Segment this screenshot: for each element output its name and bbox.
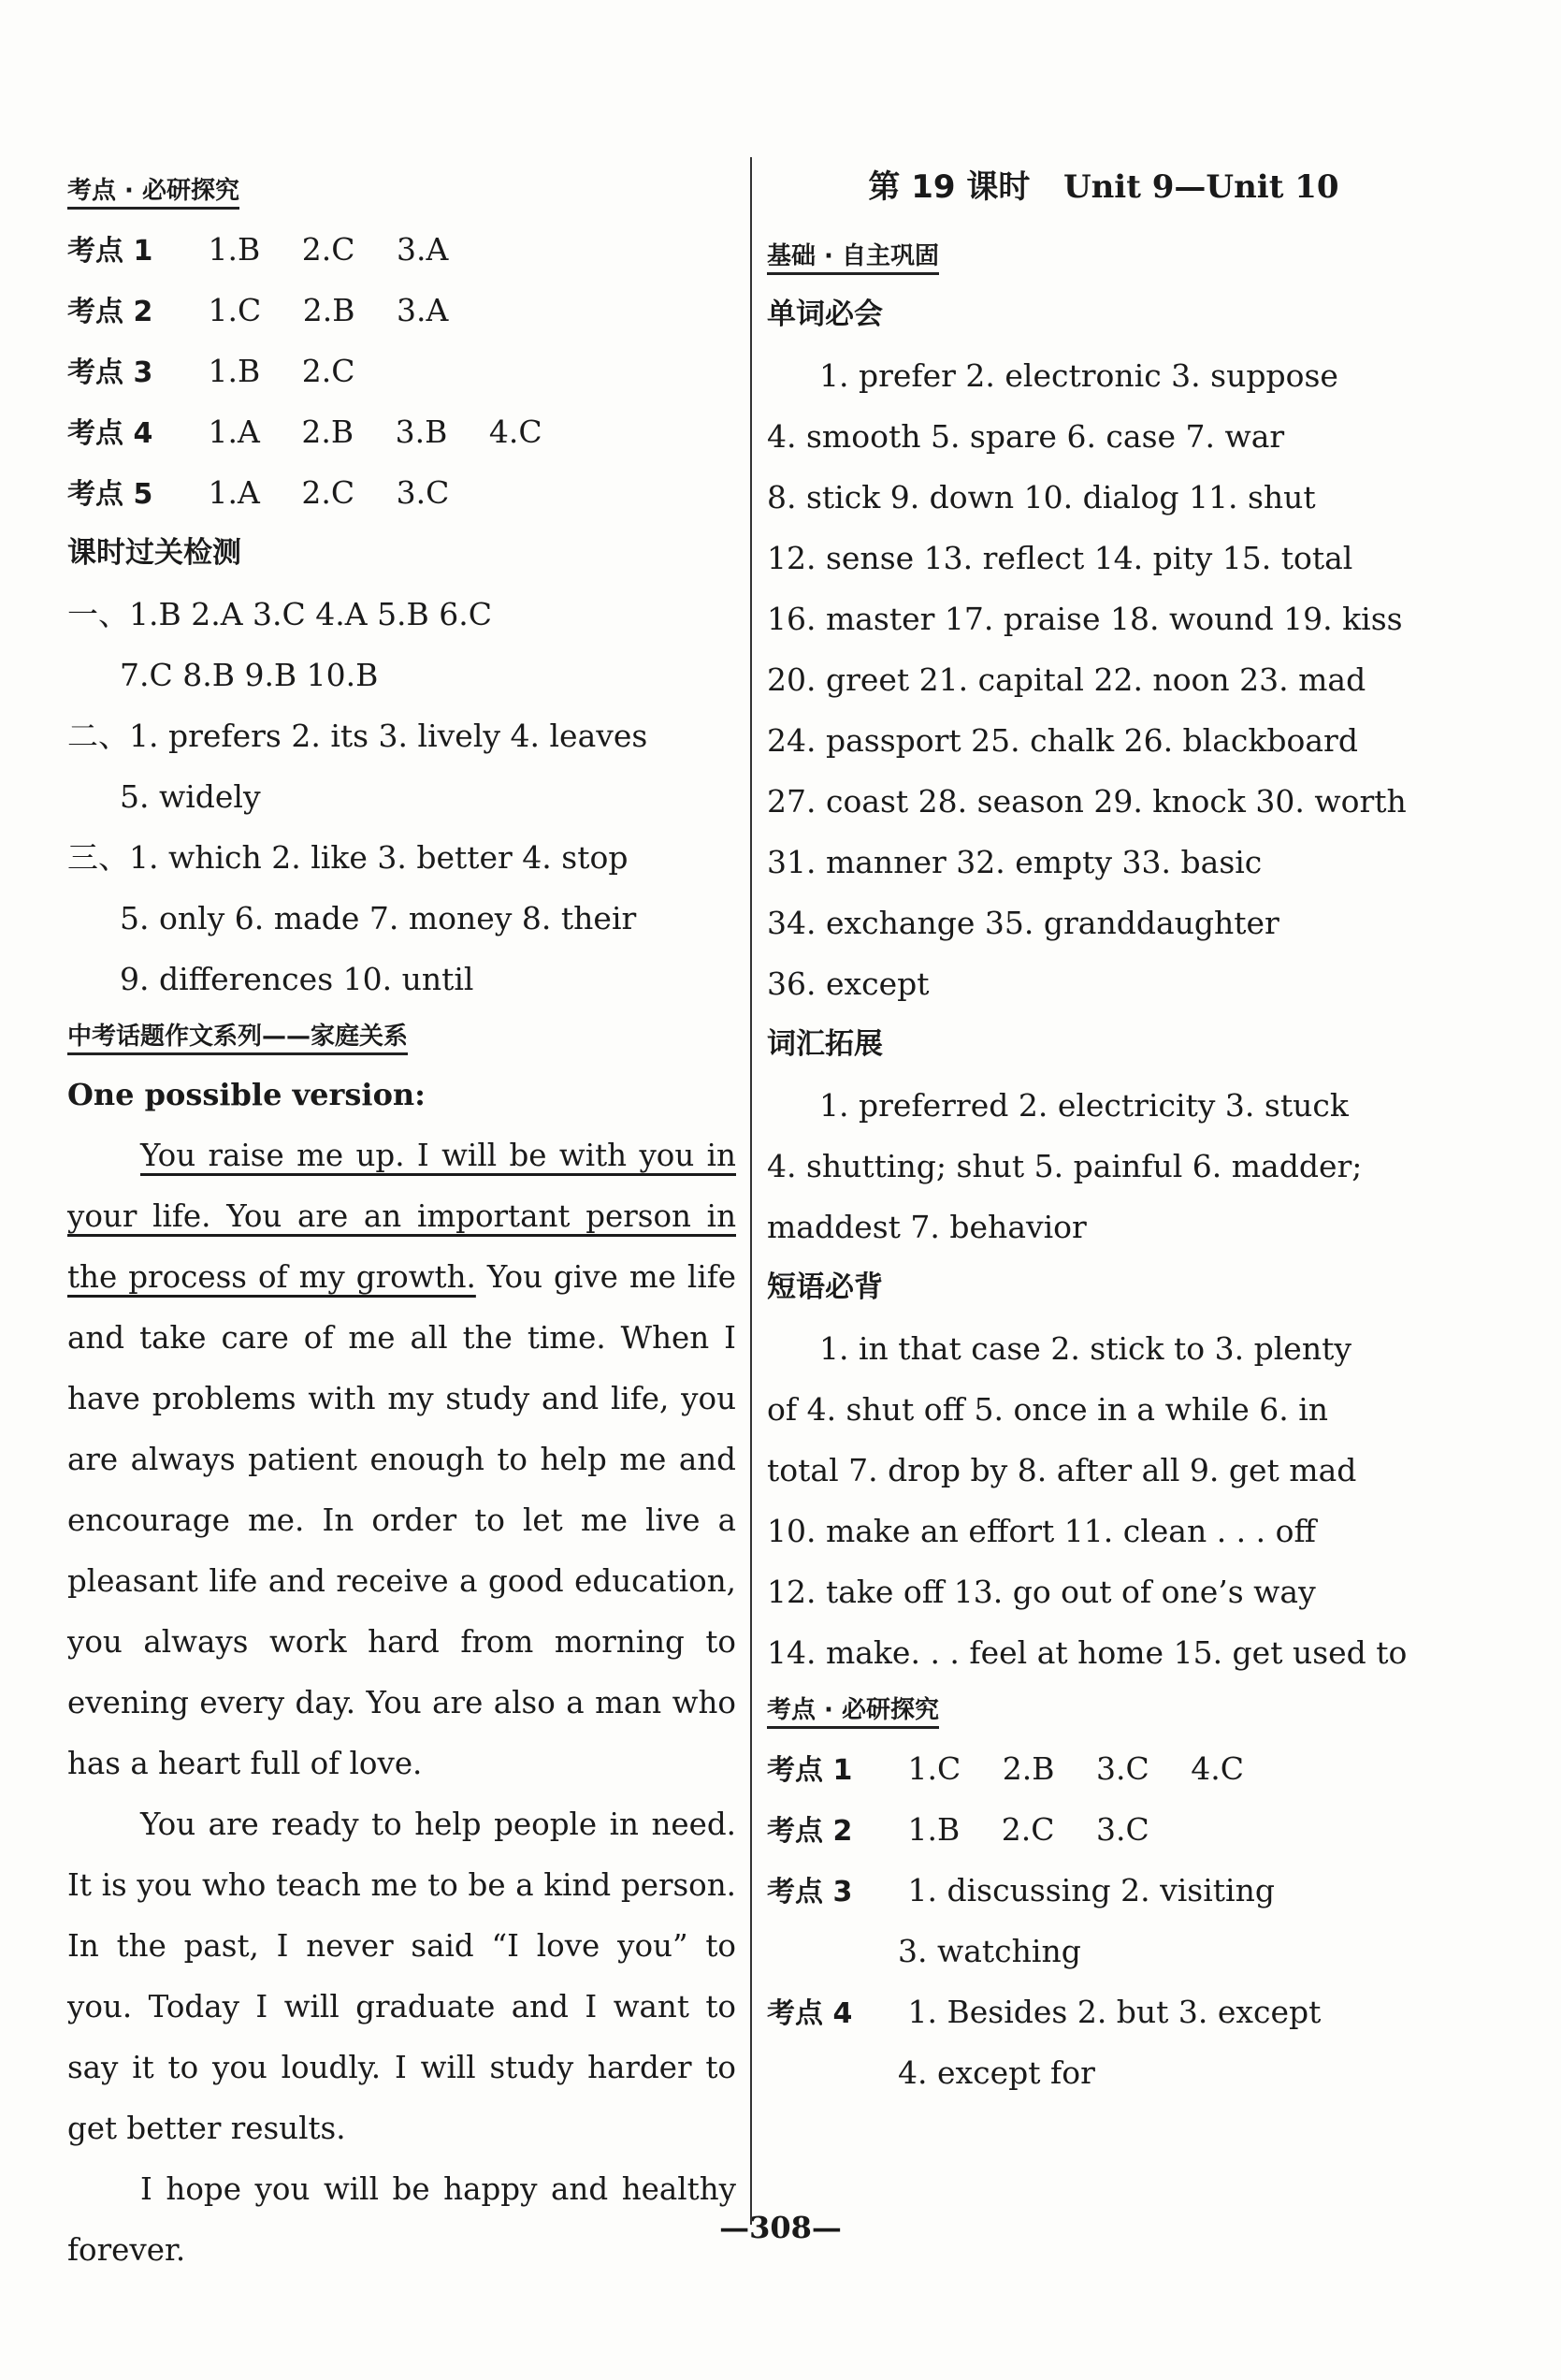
section-heading-basics: 基础 · 自主巩固 bbox=[767, 240, 939, 275]
subheading-phrases: 短语必背 bbox=[767, 1270, 883, 1304]
essay-paragraph-3: I hope you will be happy and healthy forever. bbox=[67, 2171, 736, 2268]
essay-underlined-sentence: You raise me up. I will be with you in your life. You are an important person in the process of my growth. bbox=[67, 1138, 736, 1295]
phrase-line-5: 12. take off 13. go out of one’s way bbox=[767, 1574, 1316, 1610]
subheading-vocab: 词汇拓展 bbox=[767, 1027, 883, 1061]
part2-line-2: 5. widely bbox=[120, 778, 261, 815]
answer: 2.C bbox=[1001, 1811, 1055, 1848]
kaodian-r-row-1 bbox=[767, 1738, 1440, 1799]
answer: 1.C bbox=[208, 292, 262, 328]
words-line-3: 8. stick 9. down 10. dialog 11. shut bbox=[767, 479, 1316, 515]
phrase-line-6: 14. make. . . feel at home 15. get used to bbox=[767, 1634, 1408, 1671]
part1-line-2: 7.C 8.B 9.B 10.B bbox=[120, 657, 379, 693]
phrase-line-3: total 7. drop by 8. after all 9. get mad bbox=[767, 1452, 1357, 1488]
kaodian-row-3 bbox=[67, 341, 736, 401]
chapter-title bbox=[767, 164, 1440, 229]
kaodian-r-row-3b: 3. watching bbox=[898, 1933, 1081, 1969]
part3-line-1: 三、1. which 2. like 3. better 4. stop bbox=[67, 839, 629, 876]
right-column bbox=[767, 164, 1440, 2103]
answer: 2.C bbox=[301, 474, 355, 511]
essay-paragraph-1-rest: You give me life and take care of me all the time. When I have problems with my study and life, you are always patient enough to help me and encourage me. In order to let me live a pleasant life and receive a good education, you always work hard from morning to evening every day. You are also a man who has a heart full of love. bbox=[67, 1259, 736, 1781]
part3-line-3: 9. differences 10. until bbox=[120, 961, 474, 997]
phrase-line-4: 10. make an effort 11. clean . . . off bbox=[767, 1513, 1316, 1549]
words-line-10: 34. exchange 35. granddaughter bbox=[767, 905, 1279, 941]
phrase-line-1: 1. in that case 2. stick to 3. plenty bbox=[819, 1330, 1351, 1367]
section-heading-kaodian: 考点 · 必研探究 bbox=[67, 175, 239, 210]
answer: 1.B bbox=[208, 231, 261, 268]
answer: 1.C bbox=[907, 1750, 961, 1787]
answer: 3.A bbox=[397, 231, 449, 268]
words-line-8: 27. coast 28. season 29. knock 30. worth bbox=[767, 783, 1407, 820]
column-divider bbox=[750, 157, 752, 2225]
vocab-line-1: 1. preferred 2. electricity 3. stuck bbox=[819, 1087, 1349, 1124]
section-heading-essay: 中考话题作文系列——家庭关系 bbox=[67, 1021, 408, 1055]
answer: 1.A bbox=[208, 414, 260, 450]
vocab-line-2: 4. shutting; shut 5. painful 6. madder; bbox=[767, 1148, 1363, 1184]
kaodian-label: 考点 2 bbox=[67, 296, 153, 328]
answer: 3.C bbox=[1096, 1750, 1149, 1787]
answer: 4.C bbox=[1191, 1750, 1244, 1787]
left-column bbox=[67, 164, 736, 2281]
kaodian-row-4 bbox=[67, 401, 736, 462]
kaodian-label: 考点 1 bbox=[67, 235, 153, 268]
chapter-units: Unit 9—Unit 10 bbox=[1062, 168, 1339, 206]
part3-line-2: 5. only 6. made 7. money 8. their bbox=[120, 900, 637, 936]
section-heading-kaodian-2: 考点 · 必研探究 bbox=[767, 1694, 939, 1729]
kaodian-row-1 bbox=[67, 219, 736, 280]
words-line-7: 24. passport 25. chalk 26. blackboard bbox=[767, 722, 1358, 759]
words-line-5: 16. master 17. praise 18. wound 19. kiss bbox=[767, 601, 1403, 637]
chapter-lesson: 第 19 课时 bbox=[868, 168, 1031, 206]
kaodian-row-5 bbox=[67, 462, 736, 523]
phrase-line-2: of 4. shut off 5. once in a while 6. in bbox=[767, 1391, 1329, 1428]
words-line-11: 36. except bbox=[767, 965, 930, 1002]
essay-paragraph-2: You are ready to help people in need. It is you who teach me to be a kind person. In the past, I never said “I love you” to you. Today I will graduate and I want to say it to you loudly. I will study harder to get better results. bbox=[67, 1807, 736, 2146]
part2-line-1: 二、1. prefers 2. its 3. lively 4. leaves bbox=[67, 718, 648, 754]
kaodian-label: 考点 5 bbox=[67, 478, 153, 511]
words-line-9: 31. manner 32. empty 33. basic bbox=[767, 844, 1263, 880]
kaodian-r-row-3 bbox=[767, 1860, 1440, 1921]
answer-line: 1. discussing 2. visiting bbox=[907, 1872, 1275, 1908]
answer: 3.A bbox=[397, 292, 449, 328]
answer: 2.B bbox=[301, 414, 354, 450]
vocab-line-3: maddest 7. behavior bbox=[767, 1209, 1087, 1245]
kaodian-r-row-4b: 4. except for bbox=[898, 2054, 1095, 2091]
answer: 2.B bbox=[302, 292, 355, 328]
words-line-1: 1. prefer 2. electronic 3. suppose bbox=[819, 357, 1338, 394]
answer: 2.C bbox=[301, 231, 355, 268]
answer-line: 1. Besides 2. but 3. except bbox=[907, 1994, 1322, 2030]
kaodian-r-row-4 bbox=[767, 1981, 1440, 2042]
kaodian-row-2 bbox=[67, 280, 736, 341]
answer: 3.C bbox=[396, 474, 450, 511]
words-line-4: 12. sense 13. reflect 14. pity 15. total bbox=[767, 540, 1353, 576]
answer: 2.B bbox=[1002, 1750, 1055, 1787]
answer: 1.B bbox=[208, 353, 261, 389]
subheading-words: 单词必会 bbox=[767, 298, 883, 331]
kaodian-label: 考点 3 bbox=[767, 1876, 853, 1908]
words-line-6: 20. greet 21. capital 22. noon 23. mad bbox=[767, 661, 1366, 698]
answer: 1.B bbox=[907, 1811, 961, 1848]
kaodian-label: 考点 1 bbox=[767, 1754, 853, 1787]
answer: 1.A bbox=[208, 474, 260, 511]
page-number: —308— bbox=[719, 2210, 842, 2245]
essay-title: One possible version: bbox=[67, 1077, 426, 1112]
answer: 4.C bbox=[488, 414, 542, 450]
answer: 3.B bbox=[395, 414, 448, 450]
words-line-2: 4. smooth 5. spare 6. case 7. war bbox=[767, 418, 1285, 455]
essay-paragraph-1 bbox=[67, 1125, 736, 1794]
kaodian-label: 考点 4 bbox=[67, 417, 153, 450]
kaodian-r-row-2 bbox=[767, 1799, 1440, 1860]
kaodian-label: 考点 3 bbox=[67, 356, 153, 389]
kaodian-label: 考点 4 bbox=[767, 1997, 853, 2030]
answer: 2.C bbox=[301, 353, 355, 389]
kaodian-label: 考点 2 bbox=[767, 1815, 853, 1848]
subheading-test: 课时过关检测 bbox=[67, 536, 241, 570]
answer: 3.C bbox=[1096, 1811, 1149, 1848]
part1-line-1: 一、1.B 2.A 3.C 4.A 5.B 6.C bbox=[67, 596, 493, 632]
